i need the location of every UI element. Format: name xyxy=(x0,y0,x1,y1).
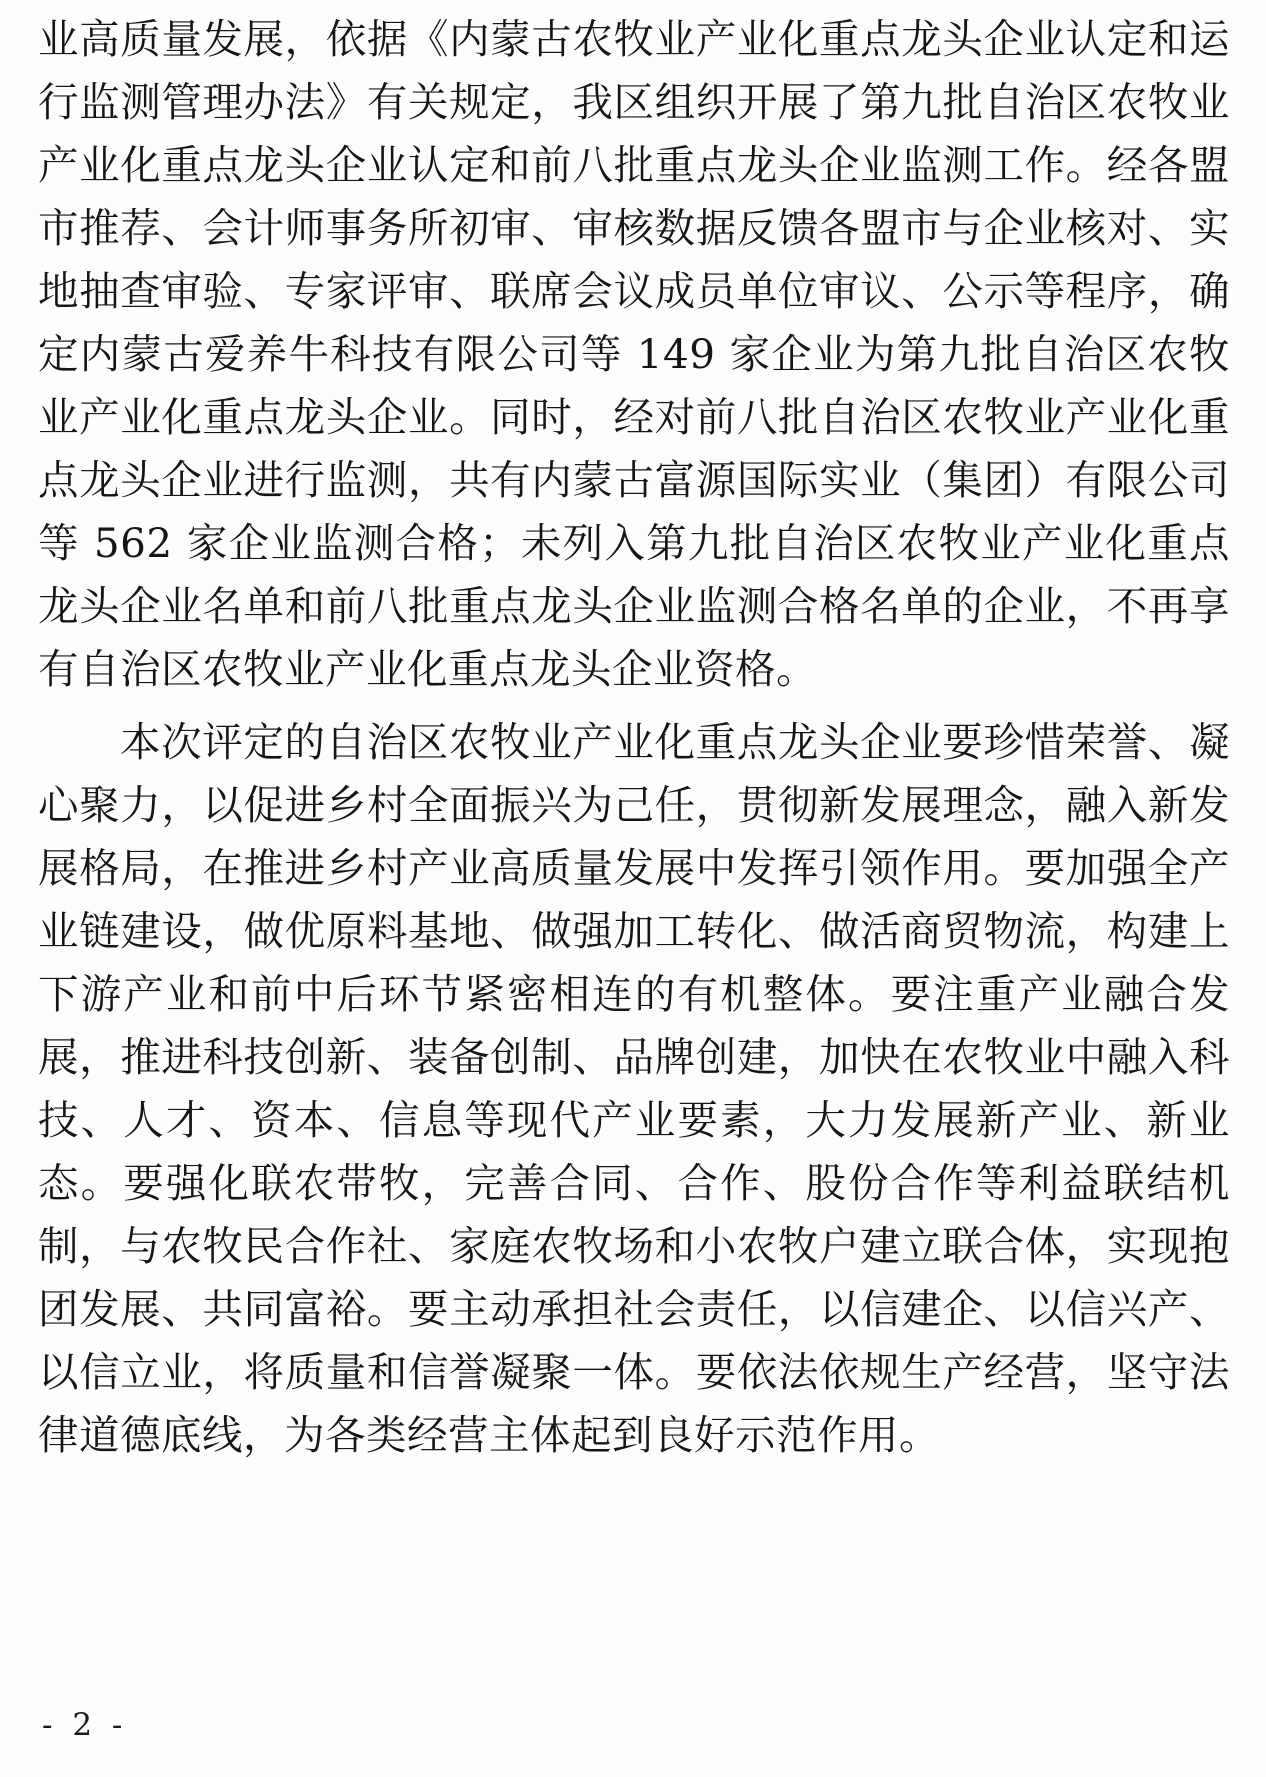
paragraph-continued: 业高质量发展，依据《内蒙古农牧业产业化重点龙头企业认定和运行监测管理办法》有关规定，我区组织开展了第九批自治区农牧业产业化重点龙头企业认定和前八批重点龙头企业监测工作。经各盟市推荐、会计师事务所初审、审核数据反馈各盟市与企业核对、实地抽查审验、专家评审、联席会议成员单位审议、公示等程序，确定内蒙古爱养牛科技有限公司等 149 家企业为第九批自治区农牧业产业化重点龙头企业。同时，经对前八批自治区农牧业产业化重点龙头企业进行监测，共有内蒙古富源国际实业（集团）有限公司等 562 家企业监测合格；未列入第九批自治区农牧业产业化重点龙头企业名单和前八批重点龙头企业监测合格名单的企业，不再享有自治区农牧业产业化重点龙头企业资格。 xyxy=(38,15,1230,693)
page-number: - 2 - xyxy=(42,1707,128,1743)
paragraph-second: 本次评定的自治区农牧业产业化重点龙头企业要珍惜荣誉、凝心聚力，以促进乡村全面振兴为己任，贯彻新发展理念，融入新发展格局，在推进乡村产业高质量发展中发挥引领作用。要加强全产业链建设，做优原料基地、做强加工转化、做活商贸物流，构建上下游产业和前中后环节紧密相连的有机整体。要注重产业融合发展，推进科技创新、装备创制、品牌创建，加快在农牧业中融入科技、人才、资本、信息等现代产业要素，大力发展新产业、新业态。要强化联农带牧，完善合同、合作、股份合作等利益联结机制，与农牧民合作社、家庭农牧场和小农牧户建立联合体，实现抱团发展、共同富裕。要主动承担社会责任，以信建企、以信兴产、以信立业，将质量和信誉凝聚一体。要依法依规生产经营，坚守法律道德底线，为各类经营主体起到良好示范作用。 xyxy=(38,718,1230,1459)
document-body xyxy=(38,8,1230,1467)
page-footer xyxy=(0,1707,1266,1743)
